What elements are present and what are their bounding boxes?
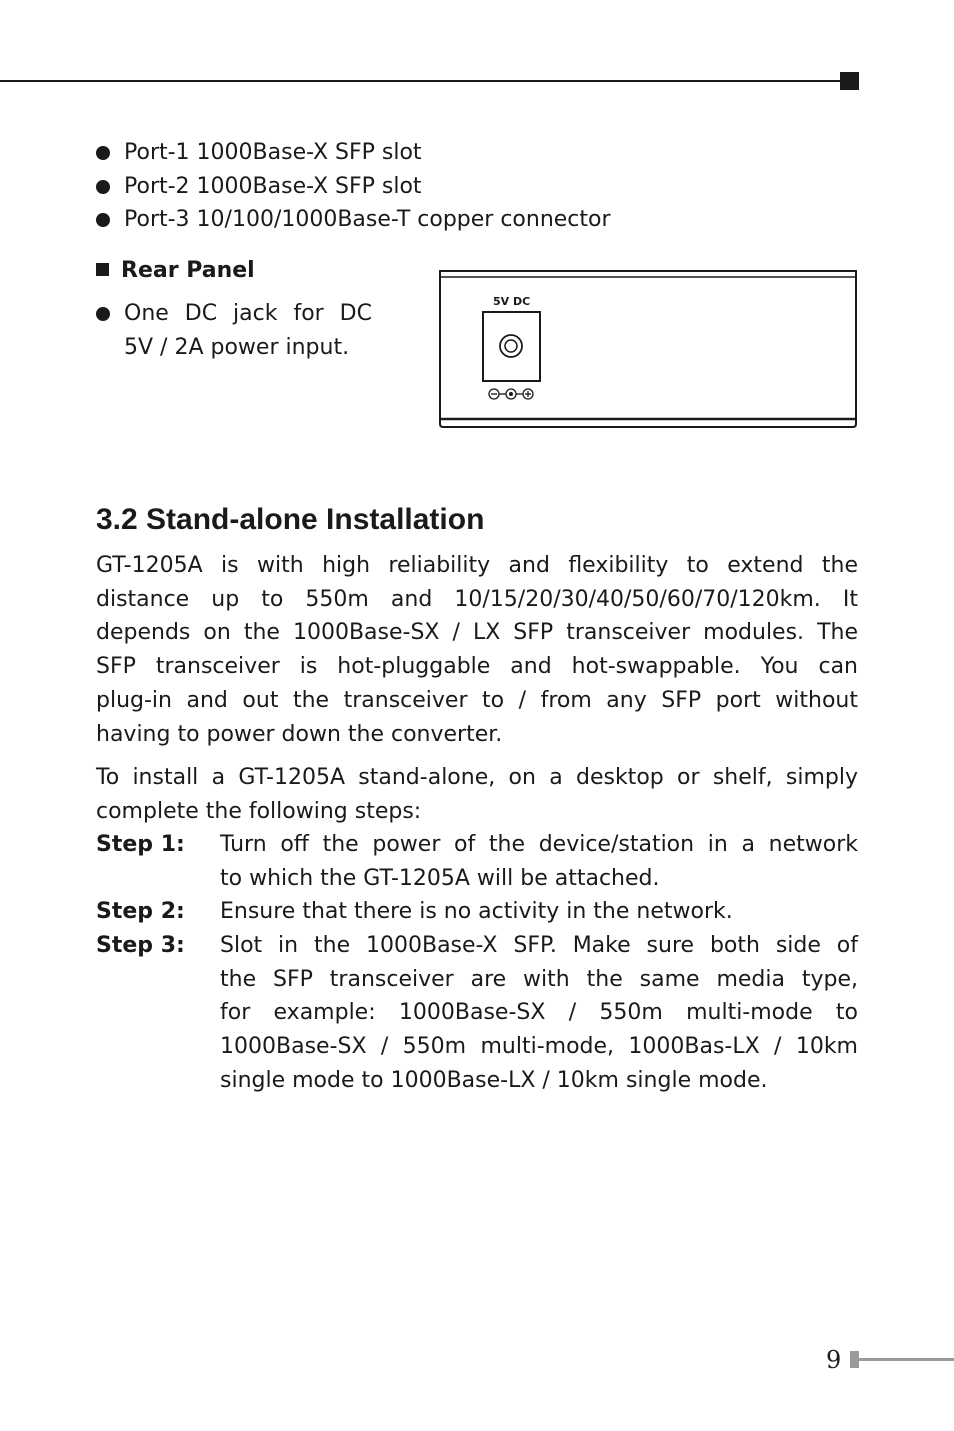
port-list-item: Port-1 1000Base-X SFP slot <box>96 136 858 170</box>
step-text: Turn off the power of the device/station in a network to which the GT-1205A will be attached. <box>220 832 858 891</box>
step-label: Step 3: <box>96 933 185 958</box>
step-label: Step 2: <box>96 899 185 924</box>
section-title: 3.2 Stand-alone Installation <box>96 503 485 536</box>
bullet-dot-icon <box>96 307 110 321</box>
dc-jack-icon <box>500 335 522 357</box>
rear-panel-heading: Rear Panel <box>96 255 255 287</box>
port-list-item: Port-2 1000Base-X SFP slot <box>96 170 858 204</box>
header-rule <box>0 80 845 82</box>
step-text: Ensure that there is no activity in the network. <box>220 899 733 924</box>
bullet-dot-icon <box>96 146 110 160</box>
page-number-marker <box>850 1351 859 1368</box>
port-list-item: Port-3 10/100/1000Base-T copper connector <box>96 203 858 237</box>
bullet-dot-icon <box>96 213 110 227</box>
port-list <box>96 136 858 237</box>
square-bullet-icon <box>96 263 109 276</box>
footer-rule <box>859 1358 954 1361</box>
dc-polarity-icon <box>489 389 533 399</box>
header-square-marker <box>840 72 859 90</box>
install-paragraph: To install a GT-1205A stand-alone, on a desktop or shelf, simply complete the following steps: <box>96 765 858 824</box>
page-number: 9 <box>826 1346 842 1374</box>
rear-panel-figure <box>438 269 858 429</box>
step-text: Slot in the 1000Base-X SFP. Make sure both side of the SFP transceiver are with the same media type, for example: 1000Base-SX / 550m multi-mode to 1000Base-SX / 550m multi-mode, 1000Bas-LX / 10km single mode to 1000Base-LX / 10km single mode. <box>220 933 858 1093</box>
intro-paragraph: GT-1205A is with high reliability and flexibility to extend the distance up to 550m and 10/15/20/30/40/50/60/70/120km. It depends on the 1000Base-SX / LX SFP transceiver modules. The SFP transceiver is hot-pluggable and hot-swappable. You can plug-in and out the transceiver to / from any SFP port without having to power down the converter. <box>96 553 858 747</box>
step-label: Step 1: <box>96 832 185 857</box>
rear-panel-item: One DC jack for DC 5V / 2A power input. <box>96 297 372 364</box>
dc-jack-frame <box>483 312 540 381</box>
dc-label: 5V DC <box>493 295 531 308</box>
bullet-dot-icon <box>96 180 110 194</box>
